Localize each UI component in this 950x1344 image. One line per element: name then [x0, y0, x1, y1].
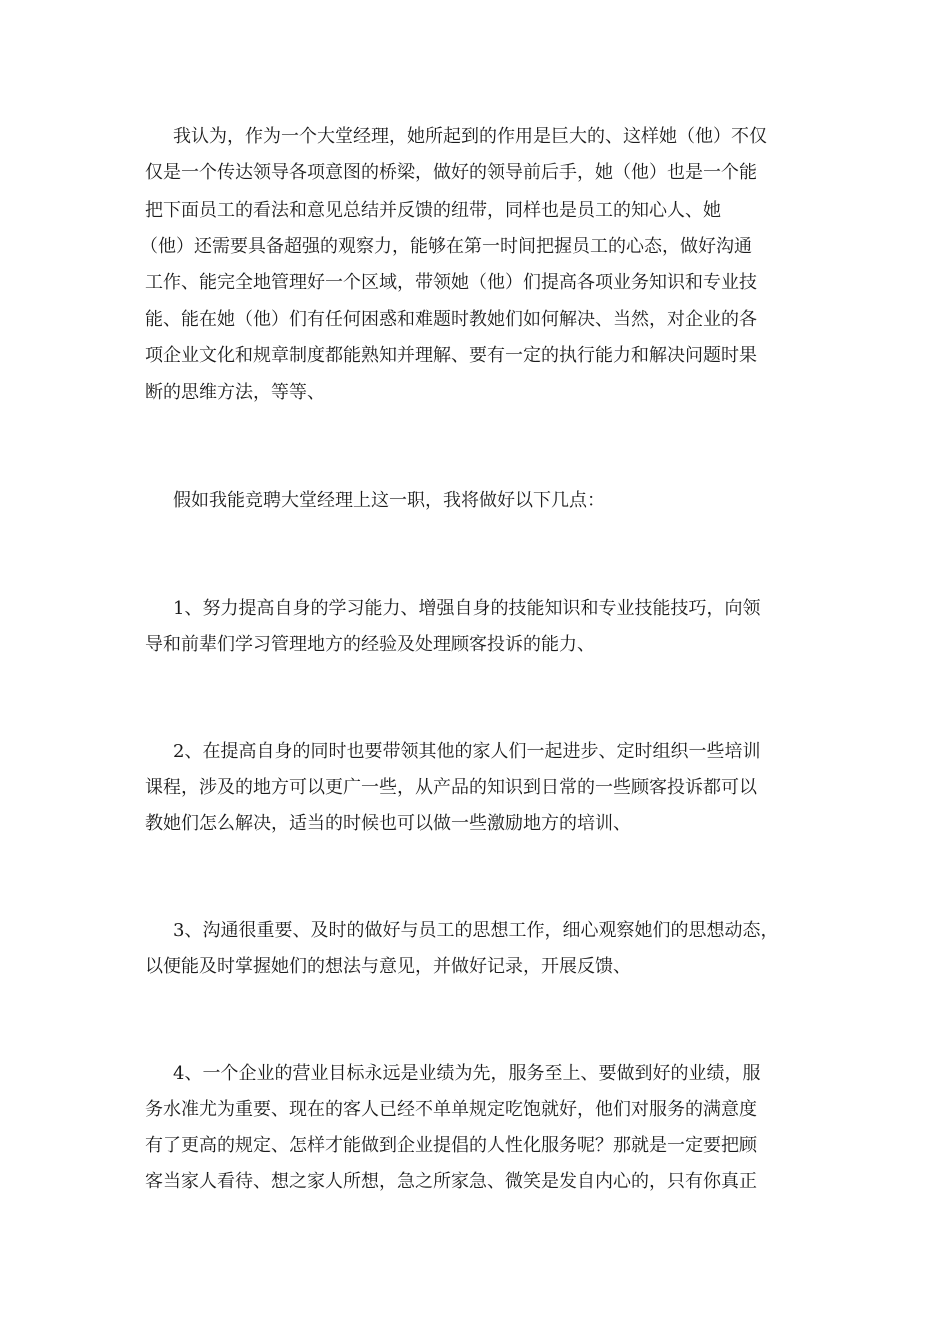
text-line: 务水准尤为重要、现在的客人已经不单单规定吃饱就好，他们对服务的满意度 — [145, 1099, 757, 1120]
text-line: 能、能在她（他）们有任何困惑和难题时教她们如何解决、当然，对企业的各 — [145, 309, 757, 330]
text-line: 断的思维方法，等等、 — [145, 382, 325, 403]
text-line: 仅是一个传达领导各项意图的桥梁，做好的领导前后手，她（他）也是一个能 — [145, 162, 757, 183]
text-line: 导和前辈们学习管理地方的经验及处理顾客投诉的能力、 — [145, 634, 595, 655]
text-line: 4、一个企业的营业目标永远是业绩为先，服务至上、要做到好的业绩，服 — [173, 1063, 761, 1084]
text-line: 有了更高的规定、怎样才能做到企业提倡的人性化服务呢？那就是一定要把顾 — [145, 1135, 757, 1156]
text-line: 以便能及时掌握她们的想法与意见，并做好记录，开展反馈、 — [145, 956, 631, 977]
text-line: 客当家人看待、想之家人所想，急之所家急、微笑是发自内心的，只有你真正 — [145, 1171, 757, 1192]
text-line: 假如我能竞聘大堂经理上这一职，我将做好以下几点： — [173, 490, 605, 511]
text-line: （他）还需要具备超强的观察力，能够在第一时间把握员工的心态，做好沟通 — [140, 236, 752, 257]
text-line: 2、在提高自身的同时也要带领其他的家人们一起进步、定时组织一些培训 — [173, 741, 761, 762]
text-line: 课程，涉及的地方可以更广一些，从产品的知识到日常的一些顾客投诉都可以 — [145, 777, 757, 798]
text-line: 1、努力提高自身的学习能力、增强自身的技能知识和专业技能技巧，向领 — [173, 598, 761, 619]
text-line: 工作、能完全地管理好一个区域，带领她（他）们提高各项业务知识和专业技 — [145, 272, 757, 293]
text-line: 我认为，作为一个大堂经理，她所起到的作用是巨大的、这样她（他）不仅 — [173, 126, 767, 147]
text-line: 3、沟通很重要、及时的做好与员工的思想工作，细心观察她们的思想动态， — [173, 920, 779, 941]
text-line: 把下面员工的看法和意见总结并反馈的纽带，同样也是员工的知心人、她 — [145, 200, 721, 221]
text-line: 项企业文化和规章制度都能熟知并理解、要有一定的执行能力和解决问题时果 — [145, 345, 757, 366]
text-line: 教她们怎么解决，适当的时候也可以做一些激励地方的培训、 — [145, 813, 631, 834]
